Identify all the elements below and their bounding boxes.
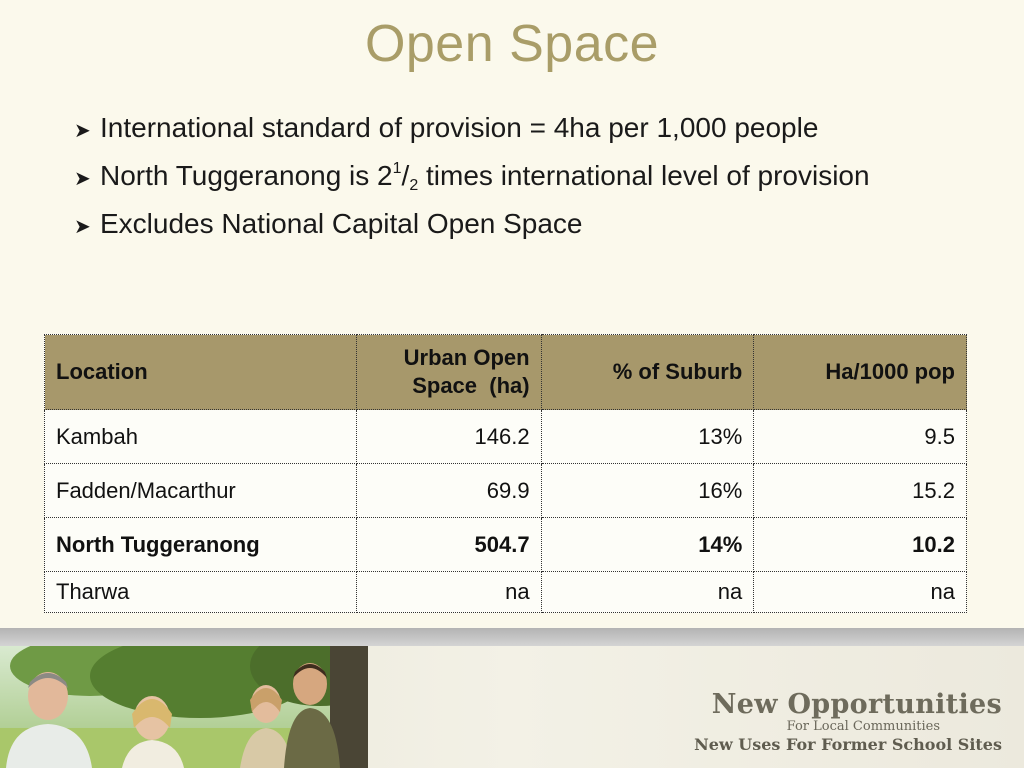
cell-percent-suburb: 16%	[541, 464, 754, 518]
cell-ha-per-1000: 10.2	[754, 518, 967, 572]
header-urban-open-space: Urban Open Space (ha)	[356, 335, 541, 410]
bullet-list	[74, 110, 870, 254]
cell-ha-per-1000: 15.2	[754, 464, 967, 518]
cell-percent-suburb: 14%	[541, 518, 754, 572]
brand-title: New Opportunities	[711, 689, 1002, 720]
brand-subtitle: For Local Communities	[786, 719, 940, 734]
cell-location: North Tuggeranong	[45, 518, 357, 572]
cell-location: Kambah	[45, 410, 357, 464]
brand-tagline: New Uses For Former School Sites	[694, 735, 1002, 754]
table-row	[45, 464, 967, 518]
cell-location: Tharwa	[45, 572, 357, 613]
arrow-bullet-icon: ➤	[74, 168, 91, 190]
header-location: Location	[45, 335, 357, 410]
brand-logo	[694, 690, 1002, 756]
cell-location: Fadden/Macarthur	[45, 464, 357, 518]
table-header-row	[45, 335, 967, 410]
table-row	[45, 572, 967, 613]
cell-ha-per-1000: 9.5	[754, 410, 967, 464]
table-row	[45, 518, 967, 572]
arrow-bullet-icon: ➤	[74, 216, 91, 238]
open-space-table	[44, 334, 967, 613]
community-photo	[0, 646, 368, 768]
footer-banner	[0, 646, 1024, 768]
bullet-text: Excludes National Capital Open Space	[100, 208, 583, 239]
footer-divider-band	[0, 628, 1024, 646]
cell-urban-open-space: 146.2	[356, 410, 541, 464]
table-row	[45, 410, 967, 464]
bullet-item	[74, 158, 870, 206]
header-percent-suburb: % of Suburb	[541, 335, 754, 410]
cell-urban-open-space: 504.7	[356, 518, 541, 572]
bullet-item	[74, 206, 870, 254]
bullet-text: International standard of provision = 4ha per 1,000 people	[100, 112, 819, 143]
header-ha-per-1000: Ha/1000 pop	[754, 335, 967, 410]
cell-urban-open-space: 69.9	[356, 464, 541, 518]
slide-title: Open Space	[364, 15, 660, 73]
cell-percent-suburb: na	[541, 572, 754, 613]
cell-percent-suburb: 13%	[541, 410, 754, 464]
cell-urban-open-space: na	[356, 572, 541, 613]
bullet-text: North Tuggeranong is $2^1/_2$ times international level of provision	[100, 160, 870, 194]
cell-ha-per-1000: na	[754, 572, 967, 613]
bullet-item	[74, 110, 870, 158]
arrow-bullet-icon: ➤	[74, 120, 91, 142]
